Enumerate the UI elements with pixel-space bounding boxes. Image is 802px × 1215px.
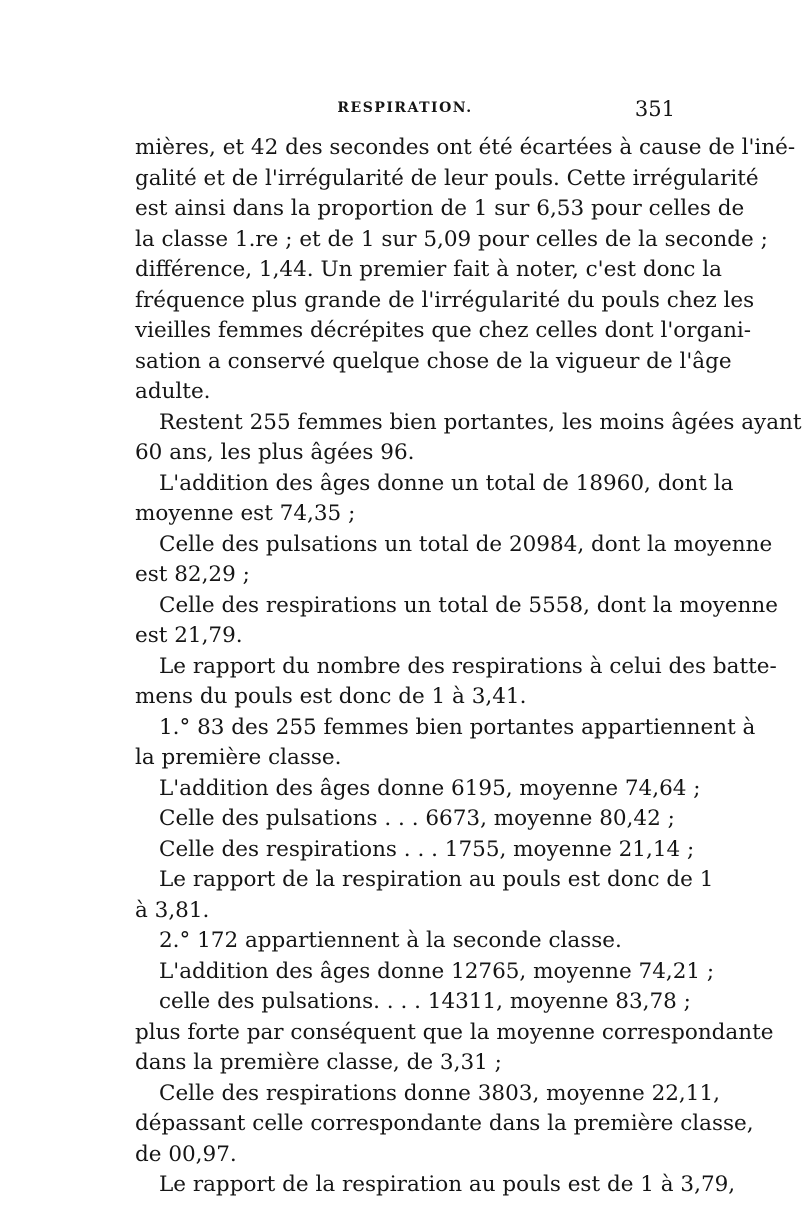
text-line: L'addition des âges donne 6195, moyenne 74,64 ; [159,775,701,801]
text-line: galité et de l'irrégularité de leur pouls. Cette irrégularité [135,165,759,191]
text-line: vieilles femmes décrépites que chez celles dont l'organi- [135,318,752,343]
text-line: différence, 1,44. Un premier fait à noter, c'est donc la [135,257,722,282]
text-line: fréquence plus grande de l'irrégularité du pouls chez les [135,287,755,313]
text-line: L'addition des âges donne un total de 18960, dont la [159,470,734,496]
text-line: mens du pouls est donc de 1 à 3,41. [135,684,527,709]
text-line: dépassant celle correspondante dans la première classe, [135,1111,754,1136]
text-line: Celle des respirations un total de 5558, dont la moyenne [159,592,778,618]
text-line: Le rapport de la respiration au pouls est de 1 à 3,79, [159,1172,736,1197]
text-line: moyenne est 74,35 ; [135,501,356,526]
text-line: est 21,79. [135,623,243,648]
text-line: 1.° 83 des 255 femmes bien portantes appartiennent à [159,714,756,740]
text-line: mières, et 42 des secondes ont été écartées à cause de l'iné- [135,135,796,160]
text-line: Le rapport de la respiration au pouls est donc de 1 [159,867,714,892]
text-line: Celle des respirations . . . 1755, moyenne 21,14 ; [159,836,695,862]
text-line: Restent 255 femmes bien portantes, les moins âgées ayant [159,409,802,435]
running-head: RESPIRATION. [337,100,473,116]
text-line: est ainsi dans la proportion de 1 sur 6,53 pour celles de [135,196,745,221]
text-line: est 82,29 ; [135,562,250,587]
text-line: à 3,81. [135,897,210,923]
text-line: Le rapport du nombre des respirations à celui des batte- [159,653,777,679]
page-number: 351 [634,97,675,121]
text-line: Celle des pulsations . . . 6673, moyenne 80,42 ; [159,806,675,831]
text-line: 60 ans, les plus âgées 96. [135,440,415,465]
text-line: 2.° 172 appartiennent à la seconde classe. [159,928,622,953]
text-line: sation a conservé quelque chose de la vigueur de l'âge [135,348,732,374]
text-line: de 00,97. [135,1141,237,1167]
text-line: Celle des respirations donne 3803, moyenne 22,11, [159,1080,720,1106]
text-line: la première classe. [135,745,342,770]
text-line: adulte. [135,379,211,404]
text-line: la classe 1.re ; et de 1 sur 5,09 pour celles de la seconde ; [135,226,768,252]
body-text [135,133,802,1201]
text-line: Celle des pulsations un total de 20984, dont la moyenne [159,531,773,557]
text-line: plus forte par conséquent que la moyenne correspondante [135,1019,774,1045]
page-header [135,97,675,128]
text-line: celle des pulsations. . . . 14311, moyenne 83,78 ; [159,989,691,1014]
text-line: dans la première classe, de 3,31 ; [135,1050,502,1075]
text-line: L'addition des âges donne 12765, moyenne 74,21 ; [159,958,715,984]
